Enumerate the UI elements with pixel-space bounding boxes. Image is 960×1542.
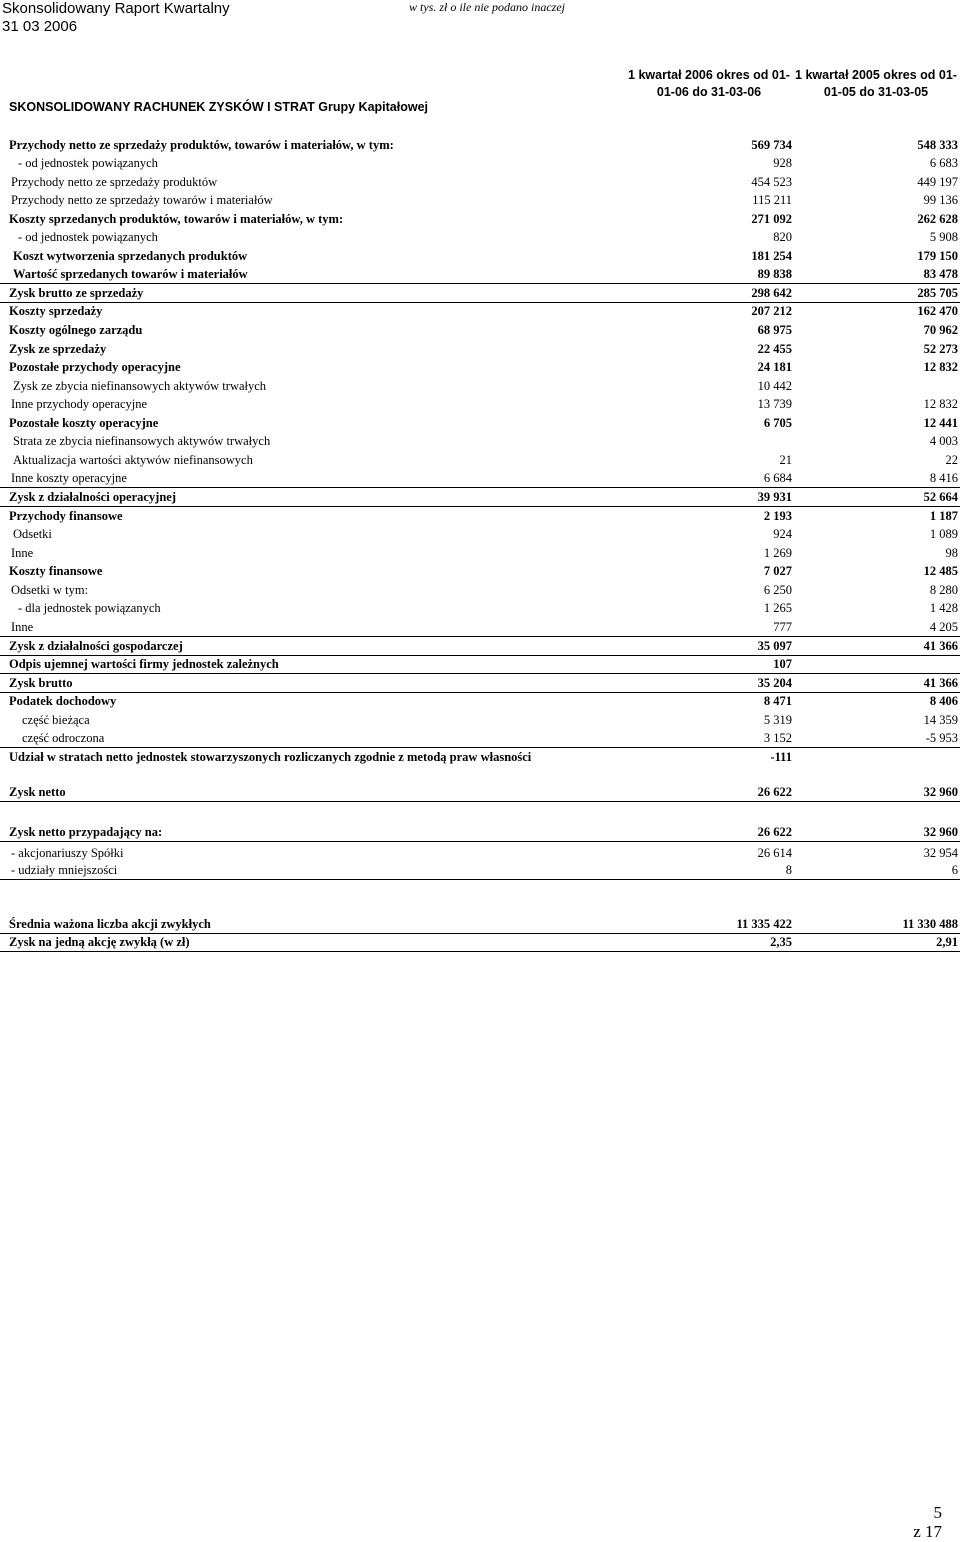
table-row — [0, 321, 960, 339]
row-label: Odsetki w tym: — [11, 583, 89, 597]
value-2006: 10 442 — [757, 379, 792, 393]
value-2005: 52 273 — [923, 342, 958, 356]
value-2005: 4 003 — [929, 434, 958, 448]
value-2005: 41 366 — [923, 639, 958, 653]
value-2006: 569 734 — [751, 138, 792, 152]
table-row — [0, 711, 960, 729]
value-2005: 8 416 — [929, 471, 958, 485]
table-row — [0, 265, 960, 284]
value-2005: 2,91 — [936, 935, 958, 949]
table-row — [0, 525, 960, 543]
row-label: Inne przychody operacyjne — [11, 397, 148, 411]
value-2005: 41 366 — [923, 676, 958, 690]
value-2005: 449 197 — [917, 175, 958, 189]
page-total: z 17 — [913, 1522, 942, 1541]
table-row — [0, 562, 960, 580]
value-2005: 162 470 — [917, 304, 958, 318]
row-label: - od jednostek powiązanych — [18, 156, 158, 170]
column-header-2006: 1 kwartał 2006 okres od 01-01-06 do 31-03-06 — [628, 68, 790, 99]
row-label: Koszty sprzedaży — [9, 304, 103, 318]
table-row — [0, 933, 960, 952]
table-row — [0, 655, 960, 674]
value-2006: 7 027 — [763, 564, 792, 578]
row-label: Przychody netto ze sprzedaży produktów — [11, 175, 218, 189]
table-row — [0, 844, 960, 862]
row-label: Przychody netto ze sprzedaży towarów i materiałów — [11, 193, 273, 207]
row-label: Wartość sprzedanych towarów i materiałów — [13, 267, 248, 281]
value-2005: 5 908 — [929, 230, 958, 244]
value-2006: 6 250 — [763, 583, 792, 597]
units-note: w tys. zł o ile nie podano inaczej — [409, 0, 565, 14]
table-row — [0, 581, 960, 599]
row-label: Odpis ujemnej wartości firmy jednostek zależnych — [9, 657, 279, 671]
report-date: 31 03 2006 — [2, 18, 78, 35]
row-label: Przychody netto ze sprzedaży produktów, towarów i materiałów, w tym: — [9, 138, 394, 152]
table-row — [0, 748, 960, 766]
value-2005: 52 664 — [923, 490, 958, 504]
table-row — [0, 302, 960, 320]
value-2005: 14 359 — [923, 713, 958, 727]
value-2006: 26 622 — [757, 785, 792, 799]
value-2006: 2 193 — [763, 509, 792, 523]
value-2006: 35 097 — [757, 639, 792, 653]
row-label: Inne koszty operacyjne — [11, 471, 127, 485]
table-row — [0, 228, 960, 246]
statement-title: SKONSOLIDOWANY RACHUNEK ZYSKÓW I STRAT Grupy Kapitałowej — [9, 100, 429, 114]
row-label: Zysk z działalności gospodarczej — [9, 639, 183, 653]
value-2005: 32 954 — [923, 846, 958, 860]
table-row — [0, 544, 960, 562]
row-label: Zysk netto — [9, 785, 66, 799]
value-2005: 32 960 — [923, 785, 958, 799]
row-label: Koszty sprzedanych produktów, towarów i materiałów, w tym: — [9, 212, 344, 226]
row-label: Koszty finansowe — [9, 564, 103, 578]
value-2006: 68 975 — [757, 323, 792, 337]
value-2005: 99 136 — [923, 193, 958, 207]
table-row — [0, 377, 960, 395]
row-label: Odsetki — [13, 527, 52, 541]
value-2006: 181 254 — [751, 249, 792, 263]
table-row — [0, 915, 960, 934]
column-header-2005: 1 kwartał 2005 okres od 01-01-05 do 31-03-05 — [795, 68, 957, 99]
table-row — [0, 599, 960, 617]
row-label: Inne — [11, 620, 34, 634]
value-2006: 928 — [773, 156, 792, 170]
table-row — [0, 247, 960, 265]
table-row — [0, 451, 960, 469]
value-2006: 35 204 — [757, 676, 792, 690]
value-2006: -111 — [770, 750, 792, 764]
value-2005: 11 330 488 — [902, 917, 958, 931]
row-label: - udziały mniejszości — [11, 863, 118, 877]
row-label: Koszt wytworzenia sprzedanych produktów — [13, 249, 248, 263]
row-label: Koszty ogólnego zarządu — [9, 323, 143, 337]
table-row — [0, 432, 960, 450]
table-row — [0, 618, 960, 637]
value-2005: 6 683 — [929, 156, 958, 170]
value-2005: 4 205 — [929, 620, 958, 634]
table-row — [0, 823, 960, 842]
value-2006: 3 152 — [763, 731, 792, 745]
value-2005: 83 478 — [923, 267, 958, 281]
row-label: Zysk ze zbycia niefinansowych aktywów trwałych — [13, 379, 267, 393]
value-2006: 8 — [785, 863, 792, 877]
row-label: Średnia ważona liczba akcji zwykłych — [9, 917, 211, 931]
table-row — [0, 674, 960, 693]
table-row — [0, 358, 960, 376]
row-label: Zysk netto przypadający na: — [9, 825, 163, 839]
value-2005: 22 — [945, 453, 958, 467]
row-label: - dla jednostek powiązanych — [18, 601, 161, 615]
table-row — [0, 210, 960, 228]
value-2006: 11 335 422 — [736, 917, 792, 931]
value-2005: 1 089 — [929, 527, 958, 541]
value-2005: 32 960 — [923, 825, 958, 839]
value-2006: 454 523 — [751, 175, 792, 189]
value-2006: 777 — [773, 620, 792, 634]
value-2006: 115 211 — [752, 193, 792, 207]
value-2005: 1 428 — [929, 601, 958, 615]
value-2005: 548 333 — [917, 138, 958, 152]
table-row — [0, 414, 960, 432]
value-2006: 26 622 — [757, 825, 792, 839]
value-2005: 6 — [951, 863, 958, 877]
value-2005: 70 962 — [923, 323, 958, 337]
row-label: Strata ze zbycia niefinansowych aktywów trwałych — [13, 434, 271, 448]
value-2005: 179 150 — [917, 249, 958, 263]
row-label: Udział w stratach netto jednostek stowarzyszonych rozliczanych zgodnie z metodą praw własności — [9, 750, 532, 764]
row-label: Aktualizacja wartości aktywów niefinansowych — [13, 453, 253, 467]
value-2006: 26 614 — [757, 846, 792, 860]
value-2005: -5 953 — [925, 731, 958, 745]
value-2006: 271 092 — [751, 212, 792, 226]
row-label: Zysk z działalności operacyjnej — [9, 490, 177, 504]
table-row — [0, 395, 960, 413]
report-title: Skonsolidowany Raport Kwartalny — [2, 0, 230, 17]
value-2006: 39 931 — [757, 490, 792, 504]
value-2006: 1 265 — [763, 601, 792, 615]
value-2006: 207 212 — [751, 304, 792, 318]
row-label: - akcjonariuszy Spółki — [11, 846, 124, 860]
value-2006: 21 — [779, 453, 792, 467]
value-2006: 89 838 — [757, 267, 792, 281]
row-label: Zysk brutto ze sprzedaży — [9, 286, 144, 300]
table-row — [0, 507, 960, 525]
row-label: Zysk na jedną akcję zwykłą (w zł) — [9, 935, 190, 949]
row-label: Pozostałe koszty operacyjne — [9, 416, 159, 430]
row-label: Podatek dochodowy — [9, 694, 117, 708]
row-label: Inne — [11, 546, 34, 560]
value-2006: 8 471 — [763, 694, 792, 708]
table-row — [0, 154, 960, 172]
value-2006: 107 — [773, 657, 792, 671]
table-row — [0, 173, 960, 191]
value-2005: 12 441 — [923, 416, 958, 430]
value-2005: 12 485 — [923, 564, 958, 578]
value-2005: 262 628 — [917, 212, 958, 226]
value-2006: 6 684 — [763, 471, 792, 485]
value-2006: 820 — [773, 230, 792, 244]
row-label: część odroczona — [22, 731, 105, 745]
table-row — [0, 637, 960, 656]
row-label: - od jednostek powiązanych — [18, 230, 158, 244]
value-2006: 2,35 — [770, 935, 792, 949]
value-2006: 924 — [773, 527, 792, 541]
value-2005: 1 187 — [929, 509, 958, 523]
value-2006: 6 705 — [763, 416, 792, 430]
table-row — [0, 191, 960, 209]
value-2005: 285 705 — [917, 286, 958, 300]
table-row — [0, 783, 960, 802]
table-row — [0, 692, 960, 710]
table-row — [0, 469, 960, 488]
row-label: część bieżąca — [22, 713, 90, 727]
value-2006: 22 455 — [757, 342, 792, 356]
value-2005: 12 832 — [923, 397, 958, 411]
page-number: 5 — [933, 1503, 942, 1522]
row-label: Zysk ze sprzedaży — [9, 342, 107, 356]
table-row — [0, 488, 960, 507]
value-2005: 12 832 — [923, 360, 958, 374]
table-row — [0, 284, 960, 303]
table-row — [0, 136, 960, 154]
row-label: Pozostałe przychody operacyjne — [9, 360, 181, 374]
value-2005: 8 280 — [929, 583, 958, 597]
table-row — [0, 729, 960, 748]
value-2006: 298 642 — [751, 286, 792, 300]
value-2005: 98 — [945, 546, 958, 560]
value-2006: 13 739 — [757, 397, 792, 411]
table-row — [0, 340, 960, 358]
value-2006: 1 269 — [763, 546, 792, 560]
value-2005: 8 406 — [929, 694, 958, 708]
row-label: Zysk brutto — [9, 676, 73, 690]
table-row — [0, 861, 960, 880]
row-label: Przychody finansowe — [9, 509, 123, 523]
value-2006: 24 181 — [757, 360, 792, 374]
value-2006: 5 319 — [763, 713, 792, 727]
